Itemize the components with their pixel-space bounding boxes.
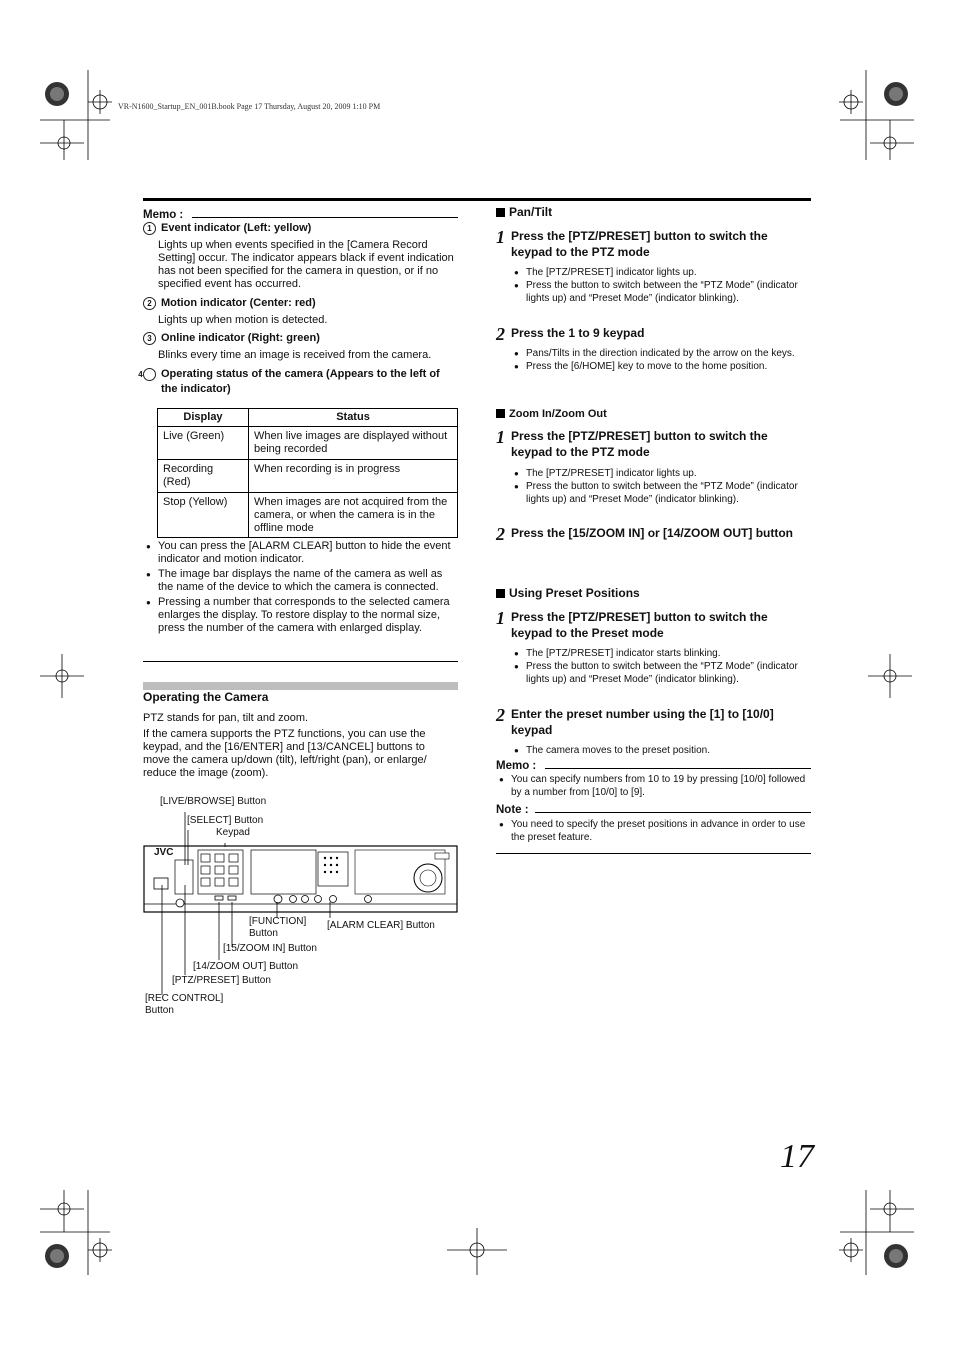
memo-bullets <box>143 540 459 635</box>
table-header: Display <box>158 409 249 427</box>
section-bar <box>143 682 458 690</box>
square-bullet-icon <box>496 409 505 418</box>
circle-number: 4 <box>143 368 156 381</box>
step-number-2: 2 <box>496 524 505 544</box>
memo-end-rule <box>143 661 458 662</box>
preset-step-2-bullets <box>511 744 811 757</box>
zoom-step-2: Press the [15/ZOOM IN] or [14/ZOOM OUT] button <box>511 526 794 540</box>
preset-step-2: Enter the preset number using the [1] to [10/0] keypad <box>511 707 774 737</box>
label-ptz-preset: [PTZ/PRESET] Button <box>172 975 271 986</box>
table-cell: Stop (Yellow) <box>158 493 249 538</box>
label-keypad: Keypad <box>216 827 250 838</box>
note-label: Note : <box>496 804 529 816</box>
section-title: Operating the Camera <box>143 690 269 704</box>
preset-step-1-bullets <box>511 647 811 686</box>
circle-number: 2 <box>143 297 156 310</box>
pan-tilt-step-1: Press the [PTZ/PRESET] button to switch the keypad to the PTZ mode <box>511 229 768 259</box>
memo-item-2-text: Lights up when motion is detected. <box>158 314 328 326</box>
list-item: ● Pressing a number that corresponds to the selected camera enlarges the display. To restore display to the normal size, press the number of the camera with enlarged display. <box>143 596 459 635</box>
label-zoom-in: [15/ZOOM IN] Button <box>223 943 317 954</box>
note-rule <box>535 812 811 813</box>
table-row <box>158 460 458 493</box>
pan-tilt-step-1-bullets <box>511 266 811 305</box>
jvc-logo: JVC <box>154 847 174 858</box>
list-item: ● You can press the [ALARM CLEAR] button to hide the event indicator and motion indicator. <box>143 540 459 566</box>
table-cell: Live (Green) <box>158 427 249 460</box>
square-bullet-icon <box>496 208 505 217</box>
circle-number: 1 <box>143 222 156 235</box>
memo-item-1-title: 1 Event indicator (Left: yellow) <box>143 222 458 235</box>
table-row <box>158 493 458 538</box>
list-item: ● Press the button to switch between the “PTZ Mode” (indicator lights up) and “Preset Mode” (indicator blinking). <box>511 660 811 686</box>
step-number-2: 2 <box>496 705 505 725</box>
label-zoom-out: [14/ZOOM OUT] Button <box>193 961 299 972</box>
memo-label-right: Memo : <box>496 760 537 772</box>
list-item: ● The image bar displays the name of the camera as well as the name of the device to which the camera is connected. <box>143 568 459 594</box>
step-number-1: 1 <box>496 227 505 247</box>
circle-number: 3 <box>143 332 156 345</box>
table-row <box>158 427 458 460</box>
top-rule <box>143 198 811 201</box>
memo-rule <box>192 217 458 218</box>
list-item: ● The [PTZ/PRESET] indicator lights up. <box>511 467 811 480</box>
note-text <box>496 818 811 844</box>
table-header: Status <box>249 409 458 427</box>
label-alarm-clear: [ALARM CLEAR] Button <box>327 920 435 931</box>
memo-rule-right <box>545 768 811 769</box>
pan-tilt-step-2-bullets <box>511 347 811 373</box>
list-item: ● You can specify numbers from 10 to 19 by pressing [10/0] followed by a number from [10/0] to [9]. <box>496 773 811 799</box>
memo-item-3-title: 3 Online indicator (Right: green) <box>143 332 458 345</box>
square-bullet-icon <box>496 589 505 598</box>
list-item: ● Press the button to switch between the “PTZ Mode” (indicator lights up) and “Preset Mode” (indicator blinking). <box>511 279 811 305</box>
table-cell: When images are not acquired from the camera, or when the camera is in the offline mode <box>249 493 458 538</box>
note-end-rule <box>496 853 811 854</box>
intro-paragraph-1: PTZ stands for pan, tilt and zoom. <box>143 712 309 724</box>
memo-item-2-title: 2 Motion indicator (Center: red) <box>143 297 458 310</box>
pan-tilt-step-2: Press the 1 to 9 keypad <box>511 326 645 340</box>
intro-paragraph-2: If the camera supports the PTZ functions, you can use the keypad, and the [16/ENTER] and [13/CANCEL] buttons to move the camera up/down (tilt), left/right (pan), or enlarge/ reduce the image (zoom). <box>143 728 427 779</box>
list-item: ● Press the [6/HOME] key to move to the home position. <box>511 360 811 373</box>
memo-right-text <box>496 773 811 799</box>
status-table <box>157 408 458 538</box>
list-item: ● Pans/Tilts in the direction indicated by the arrow on the keys. <box>511 347 811 360</box>
preset-heading: Using Preset Positions <box>496 587 640 600</box>
label-live-browse: [LIVE/BROWSE] Button <box>160 796 267 807</box>
zoom-heading: Zoom In/Zoom Out <box>496 408 607 421</box>
list-item: ● You need to specify the preset positions in advance in order to use the preset feature. <box>496 818 811 844</box>
table-cell: When recording is in progress <box>249 460 458 493</box>
page-number: 17 <box>780 1138 814 1175</box>
step-number-1: 1 <box>496 608 505 628</box>
pan-tilt-heading: Pan/Tilt <box>496 206 552 219</box>
label-rec-control: [REC CONTROL] Button <box>145 993 224 1016</box>
step-number-1: 1 <box>496 427 505 447</box>
zoom-step-1: Press the [PTZ/PRESET] button to switch the keypad to the PTZ mode <box>511 429 768 459</box>
table-cell: Recording (Red) <box>158 460 249 493</box>
zoom-step-1-bullets <box>511 467 811 506</box>
label-function: [FUNCTION] Button <box>249 916 307 939</box>
table-header-row <box>158 409 458 427</box>
step-number-2: 2 <box>496 324 505 344</box>
memo-item-3-text: Blinks every time an image is received from the camera. <box>158 349 432 361</box>
list-item: ● Press the button to switch between the “PTZ Mode” (indicator lights up) and “Preset Mode” (indicator blinking). <box>511 480 811 506</box>
file-info-header: VR-N1600_Startup_EN_001B.book Page 17 Thursday, August 20, 2009 1:10 PM <box>118 102 381 111</box>
list-item: ● The [PTZ/PRESET] indicator starts blinking. <box>511 647 811 660</box>
memo-label: Memo : <box>143 209 184 221</box>
memo-item-4-title: 4 Operating status of the camera (Appears to the left of the indicator) <box>138 368 440 395</box>
table-cell: When live images are displayed without being recorded <box>249 427 458 460</box>
list-item: ● The [PTZ/PRESET] indicator lights up. <box>511 266 811 279</box>
list-item: ● The camera moves to the preset position. <box>511 744 811 757</box>
label-select: [SELECT] Button <box>187 815 264 826</box>
preset-step-1: Press the [PTZ/PRESET] button to switch the keypad to the Preset mode <box>511 610 768 640</box>
memo-item-1-text: Lights up when events specified in the [Camera Record Setting] occur. The indicator appears black if event indication has not been specified for the camera in question, or if no specified event has occurred. <box>158 239 454 290</box>
